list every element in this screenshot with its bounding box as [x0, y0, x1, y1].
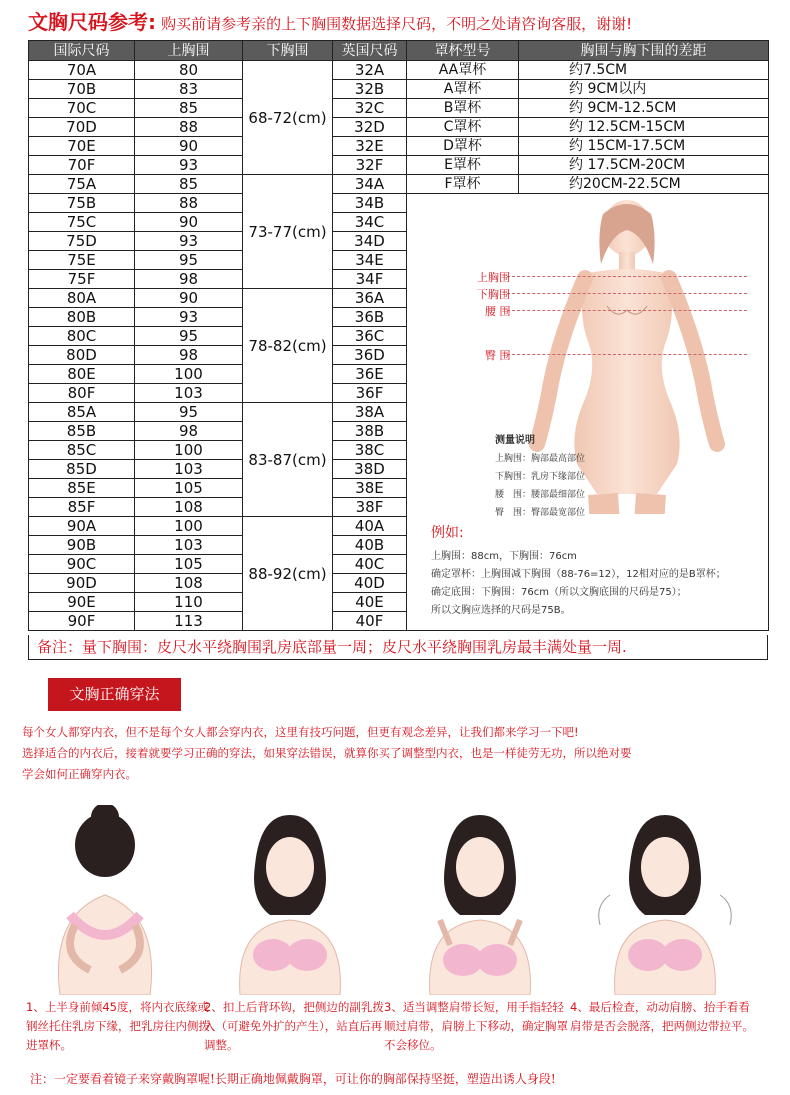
uk-size-cell: 40A: [333, 517, 407, 536]
step-2-caption: 2、扣上后背环钩，把侧边的副乳拨入（可避免外扩的产生），站直后再调整。: [204, 1000, 384, 1052]
uk-size-cell: 40D: [333, 574, 407, 593]
upper-bust-cell: 93: [135, 232, 243, 251]
uk-size-cell: 34E: [333, 251, 407, 270]
uk-size-cell: 32B: [333, 80, 407, 99]
uk-size-cell: 32A: [333, 61, 407, 80]
upper-bust-cell: 88: [135, 118, 243, 137]
table-row: [29, 175, 769, 194]
step-2-illustration: [205, 805, 375, 995]
upper-bust-cell: 90: [135, 289, 243, 308]
uk-size-cell: 36B: [333, 308, 407, 327]
table-row: [29, 194, 769, 213]
torso-shape: [574, 269, 679, 494]
table-row: [29, 137, 769, 156]
upper-bust-cell: 105: [135, 479, 243, 498]
col-header-difference: 胸围与胸下围的差距: [519, 41, 769, 61]
under-bust-range: 83-87(cm): [243, 403, 333, 517]
intl-size-cell: 75E: [29, 251, 135, 270]
uk-size-cell: 38A: [333, 403, 407, 422]
hip-line: [507, 354, 747, 355]
under-bust-range: 73-77(cm): [243, 175, 333, 289]
uk-size-cell: 38D: [333, 460, 407, 479]
instruction-line: 上胸围：胸部最高部位: [495, 454, 586, 464]
intl-size-cell: 70E: [29, 137, 135, 156]
instruction-line: 下胸围：乳房下缘部位: [495, 472, 586, 482]
size-guide-subtitle: 购买前请参考亲的上下胸围数据选择尺码，不明之处请咨询客服，谢谢!: [161, 15, 633, 33]
upper-bust-cell: 108: [135, 498, 243, 517]
intl-size-cell: 90D: [29, 574, 135, 593]
intl-size-cell: 90A: [29, 517, 135, 536]
example-line: 所以文胸应选择的尺码是75B。: [431, 605, 571, 616]
table-row: [29, 61, 769, 80]
wearing-steps-illustrations: [0, 805, 790, 995]
uk-size-cell: 34C: [333, 213, 407, 232]
intro-line: 学会如何正确穿内衣。: [22, 767, 137, 781]
uk-size-cell: 38C: [333, 441, 407, 460]
intl-size-cell: 80F: [29, 384, 135, 403]
example-line: 确定底围：下胸围：76cm（所以文胸底围的尺码是75）；: [431, 587, 687, 598]
upper-bust-cell: 103: [135, 536, 243, 555]
instructions-title: 测量说明: [495, 435, 535, 446]
uk-size-cell: 32E: [333, 137, 407, 156]
upper-bust-cell: 108: [135, 574, 243, 593]
step-3-caption: 3、适当调整肩带长短，用手指轻轻顺过肩带，肩膀上下移动，确定胸罩不会移位。: [384, 1000, 568, 1052]
intl-size-cell: 75F: [29, 270, 135, 289]
upper-bust-cell: 103: [135, 384, 243, 403]
table-row: [29, 80, 769, 99]
intl-size-cell: 80B: [29, 308, 135, 327]
upper-bust-cell: 98: [135, 422, 243, 441]
step-1-illustration: [20, 805, 190, 995]
uk-size-cell: 38B: [333, 422, 407, 441]
size-guide-header: [28, 6, 768, 38]
intro-line: 每个女人都穿内衣，但不是每个女人都会穿内衣，这里有技巧问题，但更有观念差异，让我们都来学习一下吧!: [22, 725, 579, 739]
upper-bust-cell: 90: [135, 213, 243, 232]
intl-size-cell: 75A: [29, 175, 135, 194]
difference-cell: 约7.5CM: [519, 61, 769, 80]
intro-line: 选择适合的内衣后，接着就要学习正确的穿法，如果穿法错误，就算你买了调整型内衣，也是一样徒劳无功，所以绝对要: [22, 746, 632, 760]
measurement-figure: [407, 194, 767, 628]
upper-bust-cell: 85: [135, 175, 243, 194]
uk-size-cell: 32D: [333, 118, 407, 137]
step-3-illustration: [395, 805, 565, 995]
table-row: [29, 156, 769, 175]
under-bust-range: 88-92(cm): [243, 517, 333, 631]
uk-size-cell: 32F: [333, 156, 407, 175]
section-title-badge: 文胸正确穿法: [48, 678, 181, 711]
uk-size-cell: 34D: [333, 232, 407, 251]
upper-bust-cell: 113: [135, 612, 243, 631]
uk-size-cell: 40E: [333, 593, 407, 612]
cup-cell: E罩杯: [407, 156, 519, 175]
upper-bust-cell: 88: [135, 194, 243, 213]
uk-size-cell: 38F: [333, 498, 407, 517]
intl-size-cell: 85E: [29, 479, 135, 498]
cup-cell: AA罩杯: [407, 61, 519, 80]
hip-label: 臀 围: [485, 349, 511, 362]
uk-size-cell: 34A: [333, 175, 407, 194]
table-row: [29, 118, 769, 137]
example-title: 例如:: [431, 525, 464, 541]
intro-text: [22, 722, 782, 785]
cup-cell: D罩杯: [407, 137, 519, 156]
upper-bust-cell: 95: [135, 251, 243, 270]
waist-line: [507, 310, 747, 311]
intl-size-cell: 85F: [29, 498, 135, 517]
upper-bust-cell: 98: [135, 270, 243, 289]
intl-size-cell: 80D: [29, 346, 135, 365]
difference-cell: 约20CM-22.5CM: [519, 175, 769, 194]
cup-cell: A罩杯: [407, 80, 519, 99]
difference-cell: 约 9CM-12.5CM: [519, 99, 769, 118]
intl-size-cell: 70A: [29, 61, 135, 80]
intl-size-cell: 90E: [29, 593, 135, 612]
table-row: [29, 99, 769, 118]
upper-bust-cell: 85: [135, 99, 243, 118]
uk-size-cell: 34B: [333, 194, 407, 213]
intl-size-cell: 70F: [29, 156, 135, 175]
intl-size-cell: 85B: [29, 422, 135, 441]
uk-size-cell: 36E: [333, 365, 407, 384]
uk-size-cell: 40F: [333, 612, 407, 631]
intl-size-cell: 85A: [29, 403, 135, 422]
cup-cell: C罩杯: [407, 118, 519, 137]
measurement-note: 备注：量下胸围：皮尺水平绕胸围乳房底部量一周；皮尺水平绕胸围乳房最丰满处量一周.: [28, 635, 768, 660]
cup-cell: B罩杯: [407, 99, 519, 118]
intl-size-cell: 70C: [29, 99, 135, 118]
upper-bust-cell: 95: [135, 403, 243, 422]
intl-size-cell: 85D: [29, 460, 135, 479]
under-bust-range: 68-72(cm): [243, 61, 333, 175]
col-header-upper-bust: 上胸围: [135, 41, 243, 61]
upper-bust-cell: 93: [135, 308, 243, 327]
upper-bust-cell: 83: [135, 80, 243, 99]
instruction-line: 臀 围：臀部最宽部位: [495, 508, 586, 518]
uk-size-cell: 36F: [333, 384, 407, 403]
step-1-caption: 1、上半身前倾45度，将内衣底缘或钢丝托住乳房下缘，把乳房往内侧拨进罩杯。: [26, 1000, 210, 1052]
col-header-cup: 罩杯型号: [407, 41, 519, 61]
upper-bust-cell: 93: [135, 156, 243, 175]
intl-size-cell: 80E: [29, 365, 135, 384]
upper-bust-line: [507, 276, 747, 277]
uk-size-cell: 34F: [333, 270, 407, 289]
upper-bust-cell: 100: [135, 441, 243, 460]
upper-bust-cell: 105: [135, 555, 243, 574]
measurement-figure-cell: [407, 194, 769, 631]
intl-size-cell: 75D: [29, 232, 135, 251]
footer-note: 注：一定要看着镜子来穿戴胸罩喔!长期正确地佩戴胸罩，可让你的胸部保持坚挺，塑造出诱人身段!: [30, 1072, 556, 1086]
col-header-uk-size: 英国尺码: [333, 41, 407, 61]
size-table-header-row: [29, 41, 769, 61]
upper-bust-cell: 95: [135, 327, 243, 346]
uk-size-cell: 40B: [333, 536, 407, 555]
upper-bust-cell: 110: [135, 593, 243, 612]
uk-size-cell: 32C: [333, 99, 407, 118]
intl-size-cell: 75C: [29, 213, 135, 232]
intl-size-cell: 80C: [29, 327, 135, 346]
under-bust-line: [507, 293, 747, 294]
intl-size-cell: 90C: [29, 555, 135, 574]
upper-bust-cell: 90: [135, 137, 243, 156]
example-line: 上胸围：88cm，下胸围：76cm: [431, 551, 577, 562]
uk-size-cell: 36C: [333, 327, 407, 346]
difference-cell: 约 17.5CM-20CM: [519, 156, 769, 175]
upper-bust-cell: 98: [135, 346, 243, 365]
instruction-line: 腰 围：腰部最细部位: [495, 490, 586, 500]
step-4-caption: 4、最后检查，动动肩膀、抬手看看肩带是否会脱落，把两侧边带拉平。: [570, 1000, 754, 1033]
difference-cell: 约 12.5CM-15CM: [519, 118, 769, 137]
upper-bust-label: 上胸围: [477, 271, 510, 284]
uk-size-cell: 36D: [333, 346, 407, 365]
intl-size-cell: 90B: [29, 536, 135, 555]
intl-size-cell: 70B: [29, 80, 135, 99]
under-bust-range: 78-82(cm): [243, 289, 333, 403]
difference-cell: 约 9CM以内: [519, 80, 769, 99]
col-header-intl-size: 国际尺码: [29, 41, 135, 61]
waist-label: 腰 围: [485, 305, 511, 318]
under-bust-label: 下胸围: [477, 288, 510, 301]
intl-size-cell: 70D: [29, 118, 135, 137]
difference-cell: 约 15CM-17.5CM: [519, 137, 769, 156]
size-guide-title: 文胸尺码参考:: [28, 10, 156, 34]
intl-size-cell: 90F: [29, 612, 135, 631]
example-line: 确定罩杯：上胸围减下胸围（88-76=12），12相对应的是B罩杯；: [431, 569, 726, 580]
intl-size-cell: 80A: [29, 289, 135, 308]
step-4-illustration: [580, 805, 750, 995]
cup-cell: F罩杯: [407, 175, 519, 194]
size-table: [28, 40, 769, 631]
intl-size-cell: 75B: [29, 194, 135, 213]
col-header-under-bust: 下胸围: [243, 41, 333, 61]
uk-size-cell: 40C: [333, 555, 407, 574]
legs-shape: [603, 494, 651, 514]
upper-bust-cell: 80: [135, 61, 243, 80]
intl-size-cell: 85C: [29, 441, 135, 460]
uk-size-cell: 36A: [333, 289, 407, 308]
uk-size-cell: 38E: [333, 479, 407, 498]
upper-bust-cell: 100: [135, 365, 243, 384]
upper-bust-cell: 103: [135, 460, 243, 479]
upper-bust-cell: 100: [135, 517, 243, 536]
